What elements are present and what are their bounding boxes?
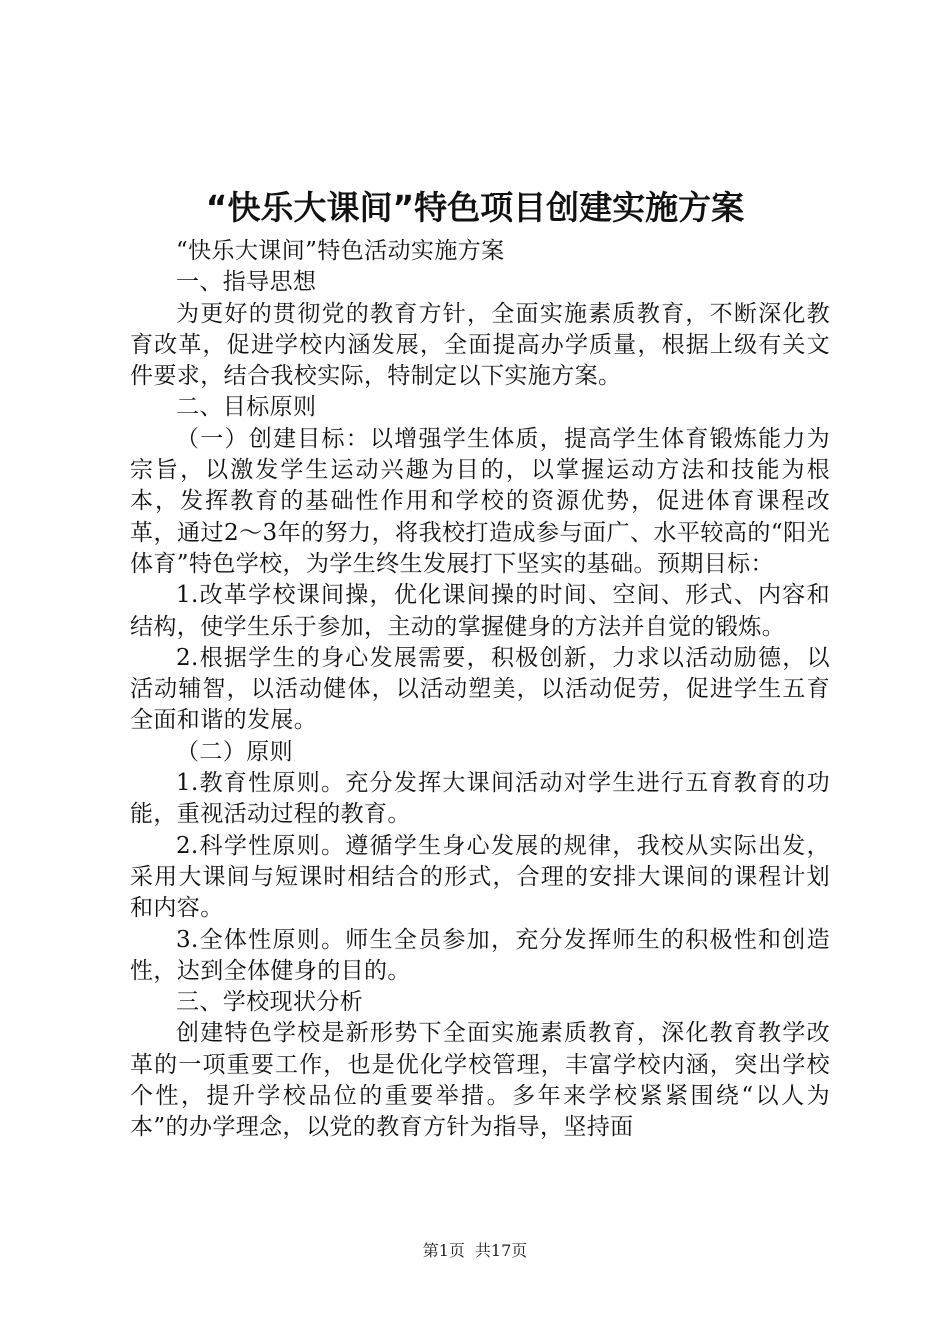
subsection-heading: （二）原则 [176, 738, 293, 765]
paragraph: （一）创建目标：以增强学生体质，提高学生体育锻炼能力为宗旨，以激发学生运动兴趣为目的，以掌握运动方法和技能为根本，发挥教育的基础性作用和学校的资源优势，促进体育课程改革，通过2～3年的努力，将我校打造成参与面广、水平较高的“阳光体育”特色学校，为学生终生发展打下坚实的基础。预期目标： [130, 425, 830, 577]
document-title: “快乐大课间”特色项目创建实施方案 [205, 188, 745, 227]
page-footer [0, 1240, 950, 1262]
list-item: 1.教育性原则。充分发挥大课间活动对学生进行五育教育的功能，重视活动过程的教育。 [130, 770, 830, 828]
list-item: 2.根据学生的身心发展需要，积极创新，力求以活动励德，以活动辅智，以活动健体，以活动塑美，以活动促劳，促进学生五育全面和谐的发展。 [130, 644, 830, 734]
paragraph: 为更好的贯彻党的教育方针，全面实施素质教育，不断深化教育改革，促进学校内涵发展，全面提高办学质量，根据上级有关文件要求，结合我校实际，特制定以下实施方案。 [130, 300, 830, 390]
list-item: 3.全体性原则。师生全员参加，充分发挥师生的积极性和创造性，达到全体健身的目的。 [130, 926, 830, 984]
section-heading: 二、目标原则 [176, 394, 317, 421]
list-item: 2.科学性原则。遵循学生身心发展的规律，我校从实际出发，采用大课间与短课时相结合的形式，合理的安排大课间的课程计划和内容。 [130, 832, 830, 922]
section-heading: 一、指导思想 [176, 269, 317, 296]
section-heading: 三、学校现状分析 [176, 989, 364, 1016]
document-subtitle: “快乐大课间”特色活动实施方案 [176, 238, 505, 264]
paragraph: 创建特色学校是新形势下全面实施素质教育，深化教育教学改革的一项重要工作，也是优化学校管理，丰富学校内涵，突出学校个性，提升学校品位的重要举措。多年来学校紧紧围绕“以人为本”的办学理念，以党的教育方针为指导，坚持面 [130, 1020, 830, 1141]
document-body [130, 236, 830, 1144]
page-number: 第1页 [422, 1241, 465, 1260]
page-total: 共17页 [474, 1241, 528, 1260]
list-item: 1.改革学校课间操，优化课间操的时间、空间、形式、内容和结构，使学生乐于参加，主动的掌握健身的方法并自觉的锻炼。 [130, 582, 830, 640]
